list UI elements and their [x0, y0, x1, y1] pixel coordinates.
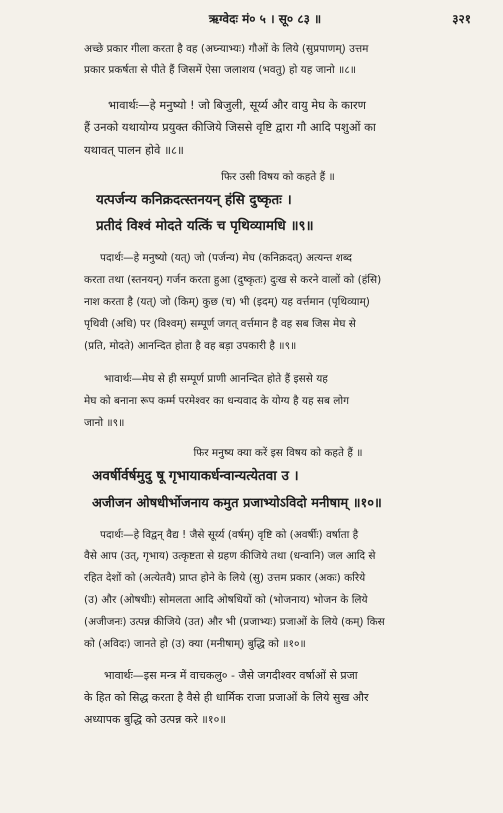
padartha-line: (अजीजनः) उत्पन्न कीजिये (उत) और भी (प्रजाभ्यः) प्रजाओं के लिये (कम्) किस — [84, 616, 385, 628]
section-intro: फिर मनुष्य क्या करें इस विषय को कहते हैं ॥ — [193, 447, 363, 459]
padartha-line: पदार्थः—हे विद्वन् वैद्य ! जैसे सूर्य्य (वर्षम्) वृष्टि को (अवर्षीः) वर्षाता है — [100, 529, 359, 541]
section-intro: फिर उसी विषय को कहते हैं ॥ — [221, 171, 335, 183]
page-number: ३२१ — [452, 12, 471, 26]
bhavartha-line: भावार्थः—मेघ से ही सम्पूर्ण प्राणी आनन्दित होते हैं इससे यह — [104, 373, 328, 385]
padartha-line: वैसे आप (उत्, गृभाय) उत्कृष्टता से ग्रहण कीजिये तथा (धन्वानि) जल आदि से — [84, 550, 376, 562]
bhavartha-line: अध्यापक बुद्धि को उत्पन्न करे ॥१०॥ — [84, 713, 226, 726]
padartha-line: (उ) और (ओषधीः) सोमलता आदि ओषधियों को (भोजनाय) भोजन के लिये — [84, 594, 368, 606]
padartha-line: नाश करता है (यत्) जो (किम्) कुछ (च) भी (इदम्) यह वर्त्तमान (पृथिव्याम्) — [84, 296, 370, 308]
text-line: प्रकार प्रकर्षता से पीते हैं जिसमें ऐसा जलाशय (भवतु) हो यह जानो ॥८॥ — [84, 64, 357, 76]
mantra-line: अवर्षीर्वर्षमुदु षू गृभायाकर्धन्वान्यत्येतवा उ । — [92, 468, 299, 484]
mantra-line: अजीजन ओषधीर्भोजनाय कमुत प्रजाभ्योऽविदो मनीषाम् ॥१०॥ — [92, 496, 382, 511]
bhavartha-line: के हित को सिद्ध करता है वैसे ही धार्मिक राजा प्रजाओं के लिये सुख और — [84, 691, 369, 704]
bhavartha-line: भावार्थः—इस मन्त्र में वाचकलु० - जैसे जगदीश्वर वर्षाओं से प्रजा — [104, 669, 358, 682]
bhavartha-line: जानो ॥९॥ — [84, 417, 125, 429]
bhavartha-line: मेघ को बनाना रूप कर्म्म परमेश्वर का धन्यवाद के योग्य है यह सब लोग — [84, 395, 350, 407]
mantra-line: प्रतीदं विश्वं मोदते यत्किं च पृथिव्यामधि ॥९॥ — [96, 218, 314, 234]
padartha-line: करता तथा (स्तनयन्) गर्जन करता हुआ (दुष्कृतः) दुःख से करने वालों को (हंसि) — [84, 274, 382, 286]
mantra-line: यत्पर्जन्य कनिक्रदत्स्तनयन् हंसि दुष्कृतः । — [96, 192, 292, 208]
bhavartha-line: हैं उनको यथायोग्य प्रयुक्त कीजिये जिससे वृष्टि द्वारा गौ आदि पशुओं का — [84, 120, 376, 134]
padartha-line: रहित देशों को (अत्येतवै) प्राप्त होने के लिये (सु) उत्तम प्रकार (अकः) करिये — [84, 572, 366, 584]
bhavartha-line: भावार्थः—हे मनुष्यो ! जो बिजुली, सूर्य्य और वायु मेघ के कारण — [108, 98, 366, 112]
bhavartha-line: यथावत् पालन होवे ॥८॥ — [84, 143, 184, 157]
padartha-line: को (अविदः) जानते हो (उ) क्या (मनीषाम्) बुद्धि को ॥१०॥ — [84, 638, 306, 650]
padartha-line: पृथिवी (अधि) पर (विश्वम्) सम्पूर्ण जगत् वर्त्तमान है वह सब जिस मेघ से — [84, 318, 356, 330]
running-header: ऋग्वेदः मं० ५ । सू० ८३ ॥ — [208, 12, 322, 26]
text-line: अच्छे प्रकार गीला करता है वह (अघ्न्याभ्यः) गौओं के लिये (सुप्रपाणम्) उत्तम — [84, 43, 369, 55]
padartha-line: (प्रति, मोदते) आनन्दित होता है वह बड़ा उपकारी है ॥९॥ — [84, 340, 297, 352]
padartha-line: पदार्थः—हे मनुष्यो (यत्) जो (पर्जन्य) मेघ (कनिक्रदत्) अत्यन्त शब्द — [100, 252, 352, 264]
